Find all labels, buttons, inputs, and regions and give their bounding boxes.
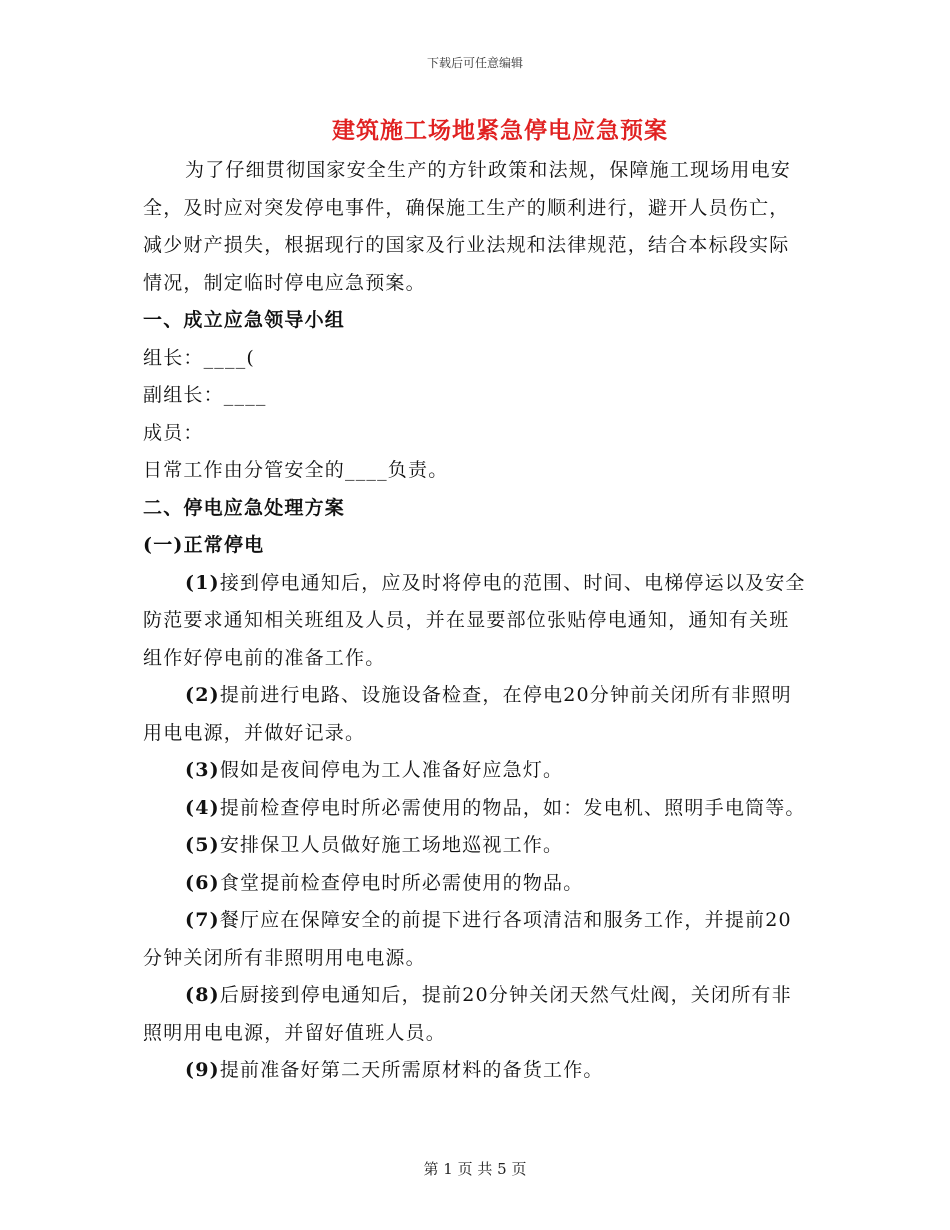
document-body xyxy=(143,152,808,1090)
list-item xyxy=(143,790,808,828)
list-item xyxy=(143,1052,808,1090)
section-2-heading: 二、停电应急处理方案 xyxy=(143,496,346,519)
list-item-number: (2) xyxy=(185,684,220,706)
intro-paragraph: 为了仔细贯彻国家安全生产的方针政策和法规，保障施工现场用电安全，及时应对突发停电事件，确保施工生产的顺利进行，避开人员伤亡，减少财产损失，根据现行的国家及行业法规和法律规范，结合本标段实际情况，制定临时停电应急预案。 xyxy=(143,159,792,294)
list-item-number: (3) xyxy=(185,759,220,781)
list-item xyxy=(143,752,808,790)
deputy-leader-line: 副组长：____ xyxy=(143,384,267,406)
leader-line: 组长：____( xyxy=(143,346,256,369)
list-item-number: (1) xyxy=(185,571,220,594)
list-item-number: (9) xyxy=(185,1059,220,1081)
list-item xyxy=(143,827,808,865)
list-item-number: (4) xyxy=(185,796,220,819)
list-item xyxy=(143,677,808,752)
list-item xyxy=(143,977,808,1052)
members-line: 成员： xyxy=(143,421,204,444)
list-item-text: 食堂提前检查停电时所必需使用的物品。 xyxy=(219,871,584,894)
document-title: 建筑施工场地紧急停电应急预案 xyxy=(332,117,668,144)
list-item-text: 提前检查停电时所必需使用的物品，如：发电机、照明手电筒等。 xyxy=(219,796,806,819)
list-item-text: 后厨接到停电通知后，提前20分钟关闭天然气灶阀，关闭所有非照明用电电源，并留好值班人员。 xyxy=(143,984,792,1044)
list-item-text: 提前进行电路、设施设备检查，在停电20分钟前关闭所有非照明用电电源，并做好记录。 xyxy=(143,684,792,744)
section-1-heading: 一、成立应急领导小组 xyxy=(143,309,346,331)
list-item xyxy=(143,902,808,977)
header-note: 下载后可任意编辑 xyxy=(426,56,523,70)
list-item-text: 安排保卫人员做好施工场地巡视工作。 xyxy=(219,834,564,856)
list-item-number: (6) xyxy=(185,871,220,894)
list-item-number: (7) xyxy=(185,909,220,931)
daily-work-line: 日常工作由分管安全的____负责。 xyxy=(143,459,449,481)
list-item-text: 假如是夜间停电为工人准备好应急灯。 xyxy=(219,759,564,781)
page-number-footer: 第 1 页 共 5 页 xyxy=(423,1160,527,1178)
list-item xyxy=(143,865,808,903)
list-item-text: 提前准备好第二天所需原材料的备货工作。 xyxy=(219,1059,604,1081)
list-item-text: 接到停电通知后，应及时将停电的范围、时间、电梯停运以及安全防范要求通知相关班组及人员，并在显要部位张贴停电通知，通知有关班组作好停电前的准备工作。 xyxy=(143,571,806,669)
list-item-text: 餐厅应在保障安全的前提下进行各项清洁和服务工作，并提前20分钟关闭所有非照明用电电源。 xyxy=(143,909,792,969)
list-item-number: (5) xyxy=(185,834,220,856)
list-item-number: (8) xyxy=(185,984,220,1006)
subsection-normal-outage: (一)正常停电 xyxy=(143,534,265,556)
list-item xyxy=(143,565,808,678)
